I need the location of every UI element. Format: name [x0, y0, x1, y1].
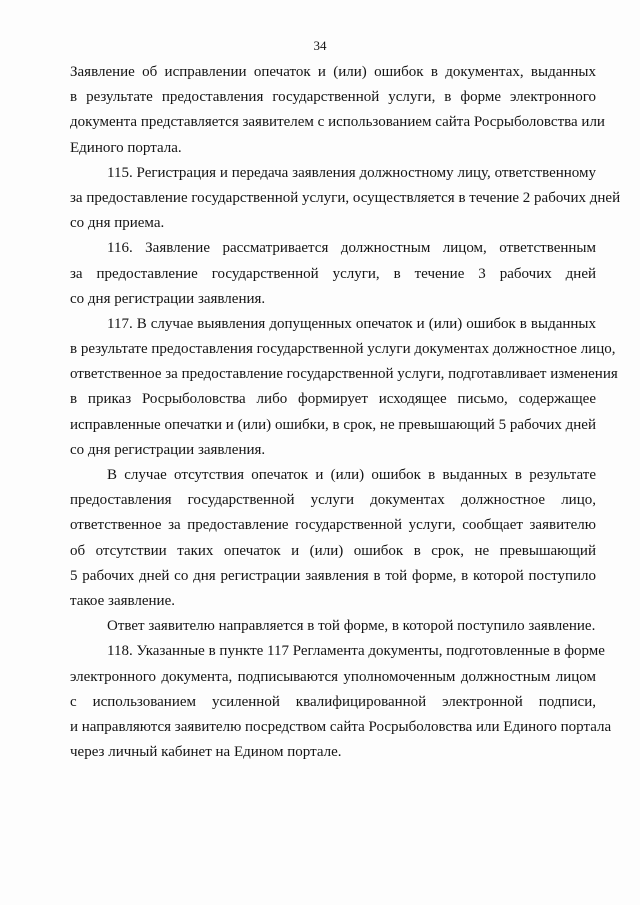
text-line: 116. Заявление рассматривается должностным лицом, ответственным	[107, 240, 596, 257]
text-line: со дня приема.	[70, 215, 165, 232]
text-line: предоставления государственной услуги документах должностное лицо,	[70, 492, 596, 509]
paragraph	[70, 614, 596, 639]
text-line: и направляются заявителю посредством сайта Росрыболовства или Единого портала	[70, 718, 612, 735]
text-line: Ответ заявителю направляется в той форме, в которой поступило заявление.	[107, 618, 596, 635]
text-line: электронного документа, подписываются уполномоченным должностным лицом	[70, 668, 596, 685]
text-line: в результате предоставления государственной услуги документах должностное лицо,	[70, 341, 616, 358]
text-line: ответственное за предоставление государственной услуги, сообщает заявителю	[70, 517, 596, 534]
text-line: в приказ Росрыболовства либо формирует исходящее письмо, содержащее	[70, 391, 596, 408]
text-line: исправленные опечатки и (или) ошибки, в срок, не превышающий 5 рабочих дней	[70, 416, 596, 433]
paragraph	[70, 60, 605, 161]
paragraph	[70, 236, 596, 312]
document-body	[70, 60, 621, 765]
text-line: со дня регистрации заявления.	[70, 441, 266, 458]
paragraph	[70, 161, 621, 237]
text-line: 118. Указанные в пункте 117 Регламента документы, подготовленные в форме	[107, 643, 605, 660]
text-line: за предоставление государственной услуги, в течение 3 рабочих дней	[70, 265, 596, 282]
text-line: со дня регистрации заявления.	[70, 290, 266, 307]
text-line: 117. В случае выявления допущенных опечаток и (или) ошибок в выданных	[107, 315, 596, 332]
text-line: с использованием усиленной квалифицированной электронной подписи,	[70, 693, 596, 710]
text-line: 5 рабочих дней со дня регистрации заявления в той форме, в которой поступило	[70, 567, 596, 584]
paragraph	[70, 639, 612, 765]
text-line: за предоставление государственной услуги, осуществляется в течение 2 рабочих дней	[70, 189, 621, 206]
paragraph	[70, 312, 618, 463]
text-line: ответственное за предоставление государственной услуги, подготавливает изменения	[70, 366, 618, 383]
text-line: Единого портала.	[70, 139, 182, 156]
paragraph	[70, 463, 596, 614]
text-line: об отсутствии таких опечаток и (или) ошибок в срок, не превышающий	[70, 542, 596, 559]
text-line: такое заявление.	[70, 592, 175, 609]
text-line: В случае отсутствия опечаток и (или) ошибок в выданных в результате	[107, 467, 596, 483]
text-line: Заявление об исправлении опечаток и (или) ошибок в документах, выданных	[70, 64, 596, 80]
text-line: в результате предоставления государственной услуги, в форме электронного	[70, 89, 596, 106]
text-line: 115. Регистрация и передача заявления должностному лицу, ответственному	[107, 164, 596, 181]
page-number: 34	[313, 38, 327, 53]
text-line: через личный кабинет на Едином портале.	[70, 744, 342, 761]
text-line: документа представляется заявителем с использованием сайта Росрыболовства или	[70, 114, 605, 131]
